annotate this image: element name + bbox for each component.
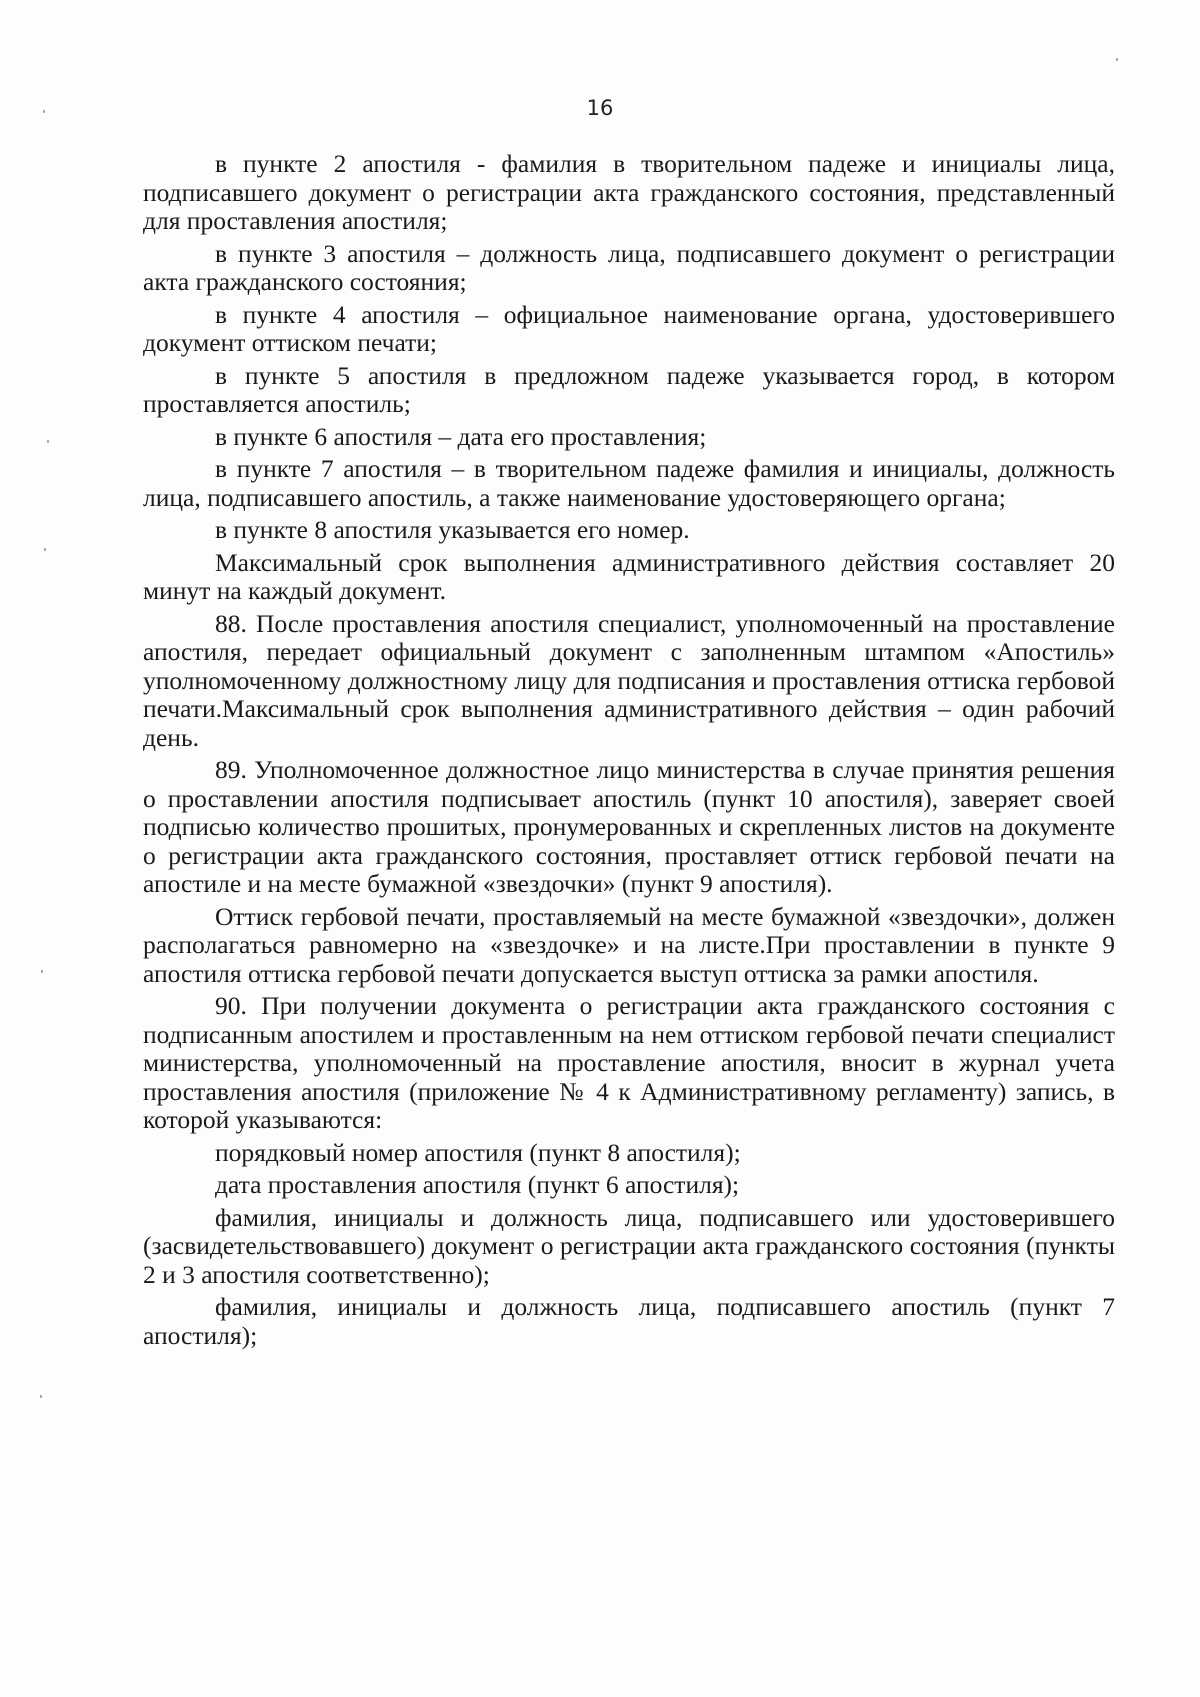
paragraph-88: 88. После проставления апостиля специалист, уполномоченный на проставление апостиля, передает официальный документ с заполненным штампом «Апостиль» уполномоченному должностному лицу для подписания и проставления оттиска гербовой печати.Максимальный срок выполнения административного действия – один рабочий день. [143,608,1115,752]
scan-speck [1116,58,1118,61]
scan-speck [40,1395,42,1398]
paragraph-7: в пункте 8 апостиля указывается его номер. [215,515,690,544]
paragraph-4: в пункте 5 апостиля в предложном падеже указывается город, в котором проставляется апостиль; [143,360,1115,418]
paragraph-89: 89. Уполномоченное должностное лицо министерства в случае принятия решения о проставлении апостиля подписывает апостиль (пункт 10 апостиля), заверяет своей подписью количество прошитых, пронумерованных и скрепленных листов на документе о регистрации акта гражданского состояния, проставляет оттиск гербовой печати на апостиле и на месте бумажной «звездочки» (пункт 9 апостиля). [143,755,1115,898]
scan-speck [41,970,43,973]
scan-speck [44,548,46,551]
paragraph-6: в пункте 7 апостиля – в творительном падеже фамилия и инициалы, должность лица, подписавшего апостиль, а также наименование удостоверяющего органа; [143,454,1115,512]
paragraph-8: Максимальный срок выполнения административного действия составляет 20 минут на каждый документ. [143,547,1115,605]
paragraph-list-3: фамилия, инициалы и должность лица, подписавшего или удостоверившего (засвидетельствовавшего) документ о регистрации акта гражданского состояния (пункты 2 и 3 апостиля соответственно); [143,1202,1115,1289]
paragraph-list-4: фамилия, инициалы и должность лица, подписавшего апостиль (пункт 7 апостиля); [143,1292,1115,1350]
document-body [143,150,1115,1350]
paragraph-3: в пункте 4 апостиля – официальное наименование органа, удостоверившего документ оттиском печати; [143,299,1115,357]
paragraph-90: 90. При получении документа о регистрации акта гражданского состояния с подписанным апостилем и проставленным на нем оттиском гербовой печати специалист министерства, уполномоченный на проставление апостиля, вносит в журнал учета проставления апостиля (приложение № 4 к Административному регламенту) запись, в которой указываются: [143,991,1115,1134]
paragraph-2: в пункте 3 апостиля – должность лица, подписавшего документ о регистрации акта гражданского состояния; [143,238,1115,296]
paragraph-list-2: дата проставления апостиля (пункт 6 апостиля); [215,1170,740,1199]
paragraph-seal: Оттиск гербовой печати, проставляемый на месте бумажной «звездочки», должен располагаться равномерно на «звездочке» и на листе.При проставлении в пункте 9 апостиля оттиска гербовой печати допускается выступ оттиска за рамки апостиля. [143,901,1115,988]
scan-speck [43,110,45,113]
page-number: 16 [586,96,614,120]
paragraph-list-1: порядковый номер апостиля (пункт 8 апостиля); [215,1137,741,1167]
paragraph-5: в пункте 6 апостиля – дата его проставления; [215,421,707,451]
paragraph-1: в пункте 2 апостиля - фамилия в творительном падеже и инициалы лица, подписавшего документ о регистрации акта гражданского состояния, представленный для проставления апостиля; [143,149,1115,235]
scan-speck [47,440,49,443]
